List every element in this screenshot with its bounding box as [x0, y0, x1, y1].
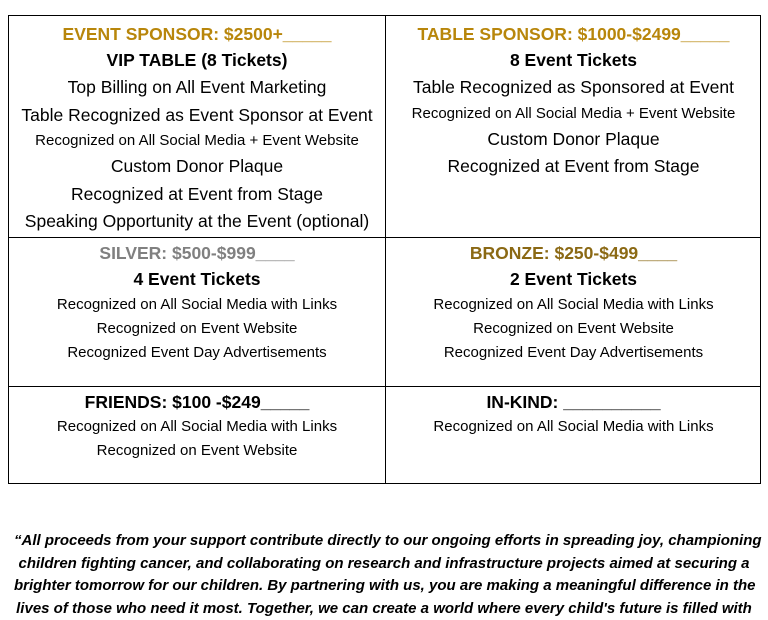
- bronze-cell: [386, 240, 761, 365]
- benefit: Recognized at Event from Stage: [447, 156, 700, 176]
- quote-line: children fighting cancer, and collaborating on research and infrastructure projects aimed at securing a: [18, 554, 750, 572]
- mission-quote: [14, 530, 762, 620]
- benefit: Speaking Opportunity at the Event (optional): [24, 211, 370, 231]
- bronze-title: BRONZE: $250-$499____: [469, 243, 678, 263]
- silver-title: SILVER: $500-$999____: [99, 243, 295, 263]
- table-sponsor-title: TABLE SPONSOR: $1000-$2499_____: [417, 24, 730, 44]
- silver-cell: [9, 240, 385, 365]
- friends-title: FRIENDS: $100 -$249_____: [84, 392, 310, 412]
- quote-line: brighter tomorrow for our children. By partnering with us, you are making a meaningful difference in the: [14, 577, 756, 594]
- benefit: Top Billing on All Event Marketing: [67, 77, 327, 97]
- row-divider: [9, 386, 760, 387]
- quote-line: “All proceeds from your support contribute directly to our ongoing efforts in spreading joy, championing: [14, 532, 762, 549]
- benefit: Custom Donor Plaque: [487, 128, 660, 149]
- event-sponsor-tickets: VIP TABLE (8 Tickets): [106, 50, 288, 70]
- benefit: Recognized on Event Website: [96, 442, 298, 459]
- benefit: Recognized on All Social Media with Links: [56, 296, 338, 313]
- table-sponsor-tickets: 8 Event Tickets: [509, 50, 638, 70]
- benefit: Recognized on All Social Media with Links: [433, 296, 714, 313]
- silver-tickets: 4 Event Tickets: [133, 269, 261, 289]
- benefit: Custom Donor Plaque: [110, 156, 284, 176]
- sponsorship-table: [8, 15, 761, 484]
- row-divider: [9, 237, 760, 238]
- benefit: Table Recognized as Event Sponsor at Event: [21, 104, 373, 125]
- benefit: Table Recognized as Sponsored at Event: [412, 77, 735, 97]
- in-kind-title: IN-KIND: __________: [486, 392, 661, 412]
- event-sponsor-cell: [9, 21, 385, 236]
- benefit: Recognized on Event Website: [473, 320, 674, 337]
- friends-cell: [9, 389, 385, 463]
- benefit: Recognized Event Day Advertisements: [67, 344, 327, 361]
- benefit: Recognized Event Day Advertisements: [443, 344, 704, 361]
- benefit: Recognized on All Social Media + Event Website: [411, 104, 736, 122]
- in-kind-cell: [386, 389, 761, 439]
- table-sponsor-cell: [386, 21, 761, 181]
- event-sponsor-title: EVENT SPONSOR: $2500+_____: [62, 24, 332, 44]
- benefit: Recognized at Event from Stage: [71, 183, 323, 204]
- benefit: Recognized on All Social Media + Event Website: [35, 132, 359, 149]
- benefit: Recognized on All Social Media with Links: [433, 418, 714, 435]
- quote-line: lives of those who need it most. Together, we can create a world where every child's future is filled with: [16, 599, 752, 617]
- benefit: Recognized on All Social Media with Links: [56, 418, 338, 435]
- bronze-tickets: 2 Event Tickets: [509, 269, 638, 289]
- benefit: Recognized on Event Website: [96, 320, 298, 337]
